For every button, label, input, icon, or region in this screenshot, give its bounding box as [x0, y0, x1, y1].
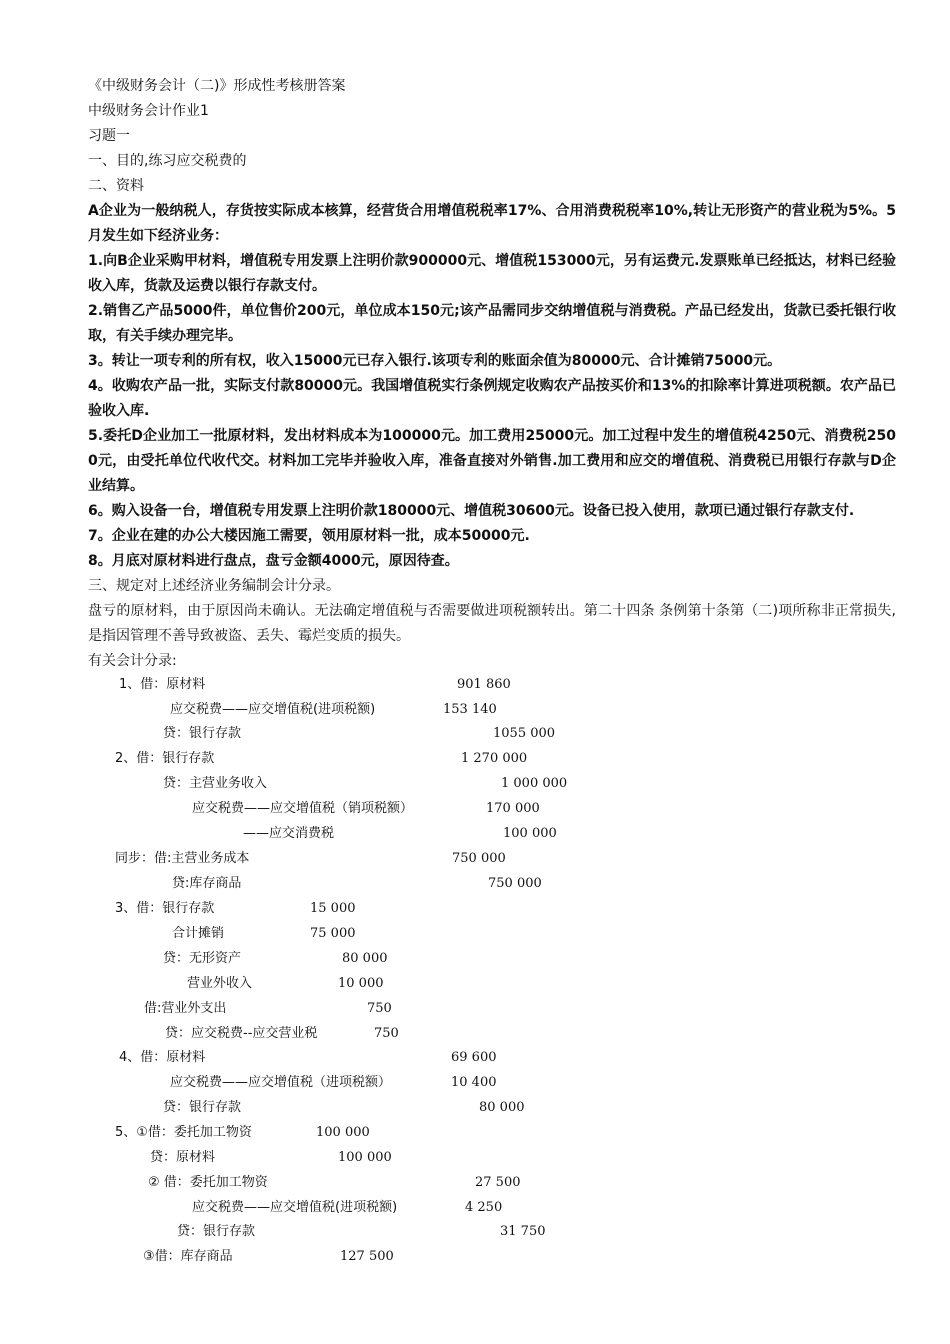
entry-label: 应交税费——应交增值税(进项税额) — [192, 1200, 398, 1215]
materials-paragraph-4: 4。收购农产品一批，实际支付款80000元。我国增值税实行条例规定收购农产品按买价和13%的扣除率计算进项税额。农产品已验收入库. — [88, 378, 896, 419]
entry-amount: 31 750 — [500, 1224, 546, 1239]
entry-label: ——应交消费税 — [243, 826, 335, 841]
entry-label: 贷：无形资产 — [163, 951, 242, 966]
materials-paragraph-intro: A企业为一般纳税人，存货按实际成本核算，经营货合用增值税税率17%、合用消费税税率10%,转让无形资产的营业税为5%。5月发生如下经济业务： — [88, 203, 896, 244]
entry-amount: 1 270 000 — [461, 751, 528, 766]
entry-amount: 750 — [374, 1026, 399, 1041]
entry-amount: 10 000 — [338, 976, 384, 991]
materials-paragraph-1: 1.向B企业采购甲材料，增值税专用发票上注明价款900000元、增值税153000元，另有运费元.发票账单已经抵达，材料已经验收入库，货款及运费以银行存款支付。 — [88, 253, 896, 294]
entry-label: 贷：银行存款 — [177, 1224, 256, 1239]
entry-amount: 100 000 — [503, 826, 557, 841]
entry-amount: 69 600 — [451, 1050, 497, 1065]
entry-amount: 100 000 — [316, 1125, 370, 1140]
entry-label: ③借：库存商品 — [143, 1249, 233, 1264]
entry-amount: 75 000 — [310, 926, 356, 941]
document-subtitle: 中级财务会计作业1 — [88, 103, 209, 119]
entry-label: 营业外收入 — [187, 976, 253, 991]
entry-label: 2、借：银行存款 — [115, 751, 215, 766]
document-title: 《中级财务会计（二)》形成性考核册答案 — [88, 78, 346, 94]
entry-label: 应交税费——应交增值税（进项税额） — [170, 1075, 392, 1090]
entry-label: 贷：主营业务收入 — [163, 776, 268, 791]
entry-amount: 4 250 — [465, 1200, 503, 1215]
purpose-line: 一、目的,练习应交税费的 — [88, 153, 247, 169]
entry-label: 应交税费——应交增值税(进项税额) — [170, 702, 376, 717]
entry-amount: 10 400 — [451, 1075, 497, 1090]
entry-label: 贷：银行存款 — [163, 1100, 242, 1115]
entry-label: 5、①借：委托加工物资 — [115, 1125, 252, 1140]
entry-amount: 901 860 — [457, 677, 511, 692]
materials-paragraph-6: 6。购入设备一台，增值税专用发票上注明价款180000元、增值税30600元。设备已投入使用，款项已通过银行存款支付. — [88, 503, 855, 519]
materials-paragraph-5: 5.委托D企业加工一批原材料，发出材料成本为100000元。加工费用25000元。加工过程中发生的增值税4250元、消费税2500元，由受托单位代收代交。材料加工完毕并验收入库，准备直接对外销售.加工费用和应交的增值税、消费税已用银行存款与D企业结算。 — [88, 428, 896, 494]
entry-amount: 1 000 000 — [501, 776, 568, 791]
entry-amount: 750 — [367, 1001, 392, 1016]
entry-amount: 80 000 — [479, 1100, 525, 1115]
entry-label: 贷:库存商品 — [172, 876, 242, 891]
note-paragraph: 盘亏的原材料，由于原因尚未确认。无法确定增值税与否需要做进项税额转出。第二十四条 条例第十条第（二)项所称非正常损失,是指因管理不善导致被盗、丢失、霉烂变质的损失。 — [88, 603, 896, 644]
requirement-line: 三、规定对上述经济业务编制会计分录。 — [88, 578, 340, 594]
entry-amount: 15 000 — [310, 901, 356, 916]
entries-heading: 有关会计分录: — [88, 653, 177, 669]
entry-amount: 1055 000 — [493, 726, 556, 741]
entry-label: 应交税费——应交增值税（销项税额） — [192, 801, 414, 816]
entry-label: 借:营业外支出 — [144, 1001, 227, 1016]
entry-amount: 27 500 — [475, 1175, 521, 1190]
exercise-heading: 习题一 — [88, 128, 130, 144]
entry-label: ② 借：委托加工物资 — [148, 1175, 268, 1190]
materials-paragraph-7: 7。企业在建的办公大楼因施工需要，领用原材料一批，成本50000元. — [88, 528, 530, 544]
entry-label: 同步：借:主营业务成本 — [115, 851, 250, 866]
materials-paragraph-3: 3。转让一项专利的所有权，收入15000元已存入银行.该项专利的账面余值为80000元、合计摊销75000元。 — [88, 353, 782, 369]
entry-amount: 100 000 — [338, 1150, 392, 1165]
entry-amount: 80 000 — [342, 951, 388, 966]
entry-label: 贷：银行存款 — [163, 726, 242, 741]
entry-label: 合计摊销 — [172, 926, 225, 941]
entry-amount: 750 000 — [452, 851, 506, 866]
materials-paragraph-8: 8。月底对原材料进行盘点，盘亏金额4000元，原因待查。 — [88, 553, 459, 569]
entry-amount: 170 000 — [486, 801, 540, 816]
materials-heading: 二、资料 — [88, 178, 144, 194]
entry-label: 1、借：原材料 — [119, 677, 206, 692]
entry-amount: 750 000 — [488, 876, 542, 891]
entry-label: 贷：应交税费--应交营业税 — [165, 1026, 318, 1041]
entry-amount: 153 140 — [443, 702, 497, 717]
entry-amount: 127 500 — [340, 1249, 394, 1264]
entry-label: 贷：原材料 — [150, 1150, 216, 1165]
materials-paragraph-2: 2.销售乙产品5000件，单位售价200元，单位成本150元;该产品需同步交纳增值税与消费税。产品已经发出，货款已委托银行收取，有关手续办理完毕。 — [88, 303, 896, 344]
entry-label: 4、借：原材料 — [119, 1050, 206, 1065]
entry-label: 3、借：银行存款 — [115, 901, 215, 916]
